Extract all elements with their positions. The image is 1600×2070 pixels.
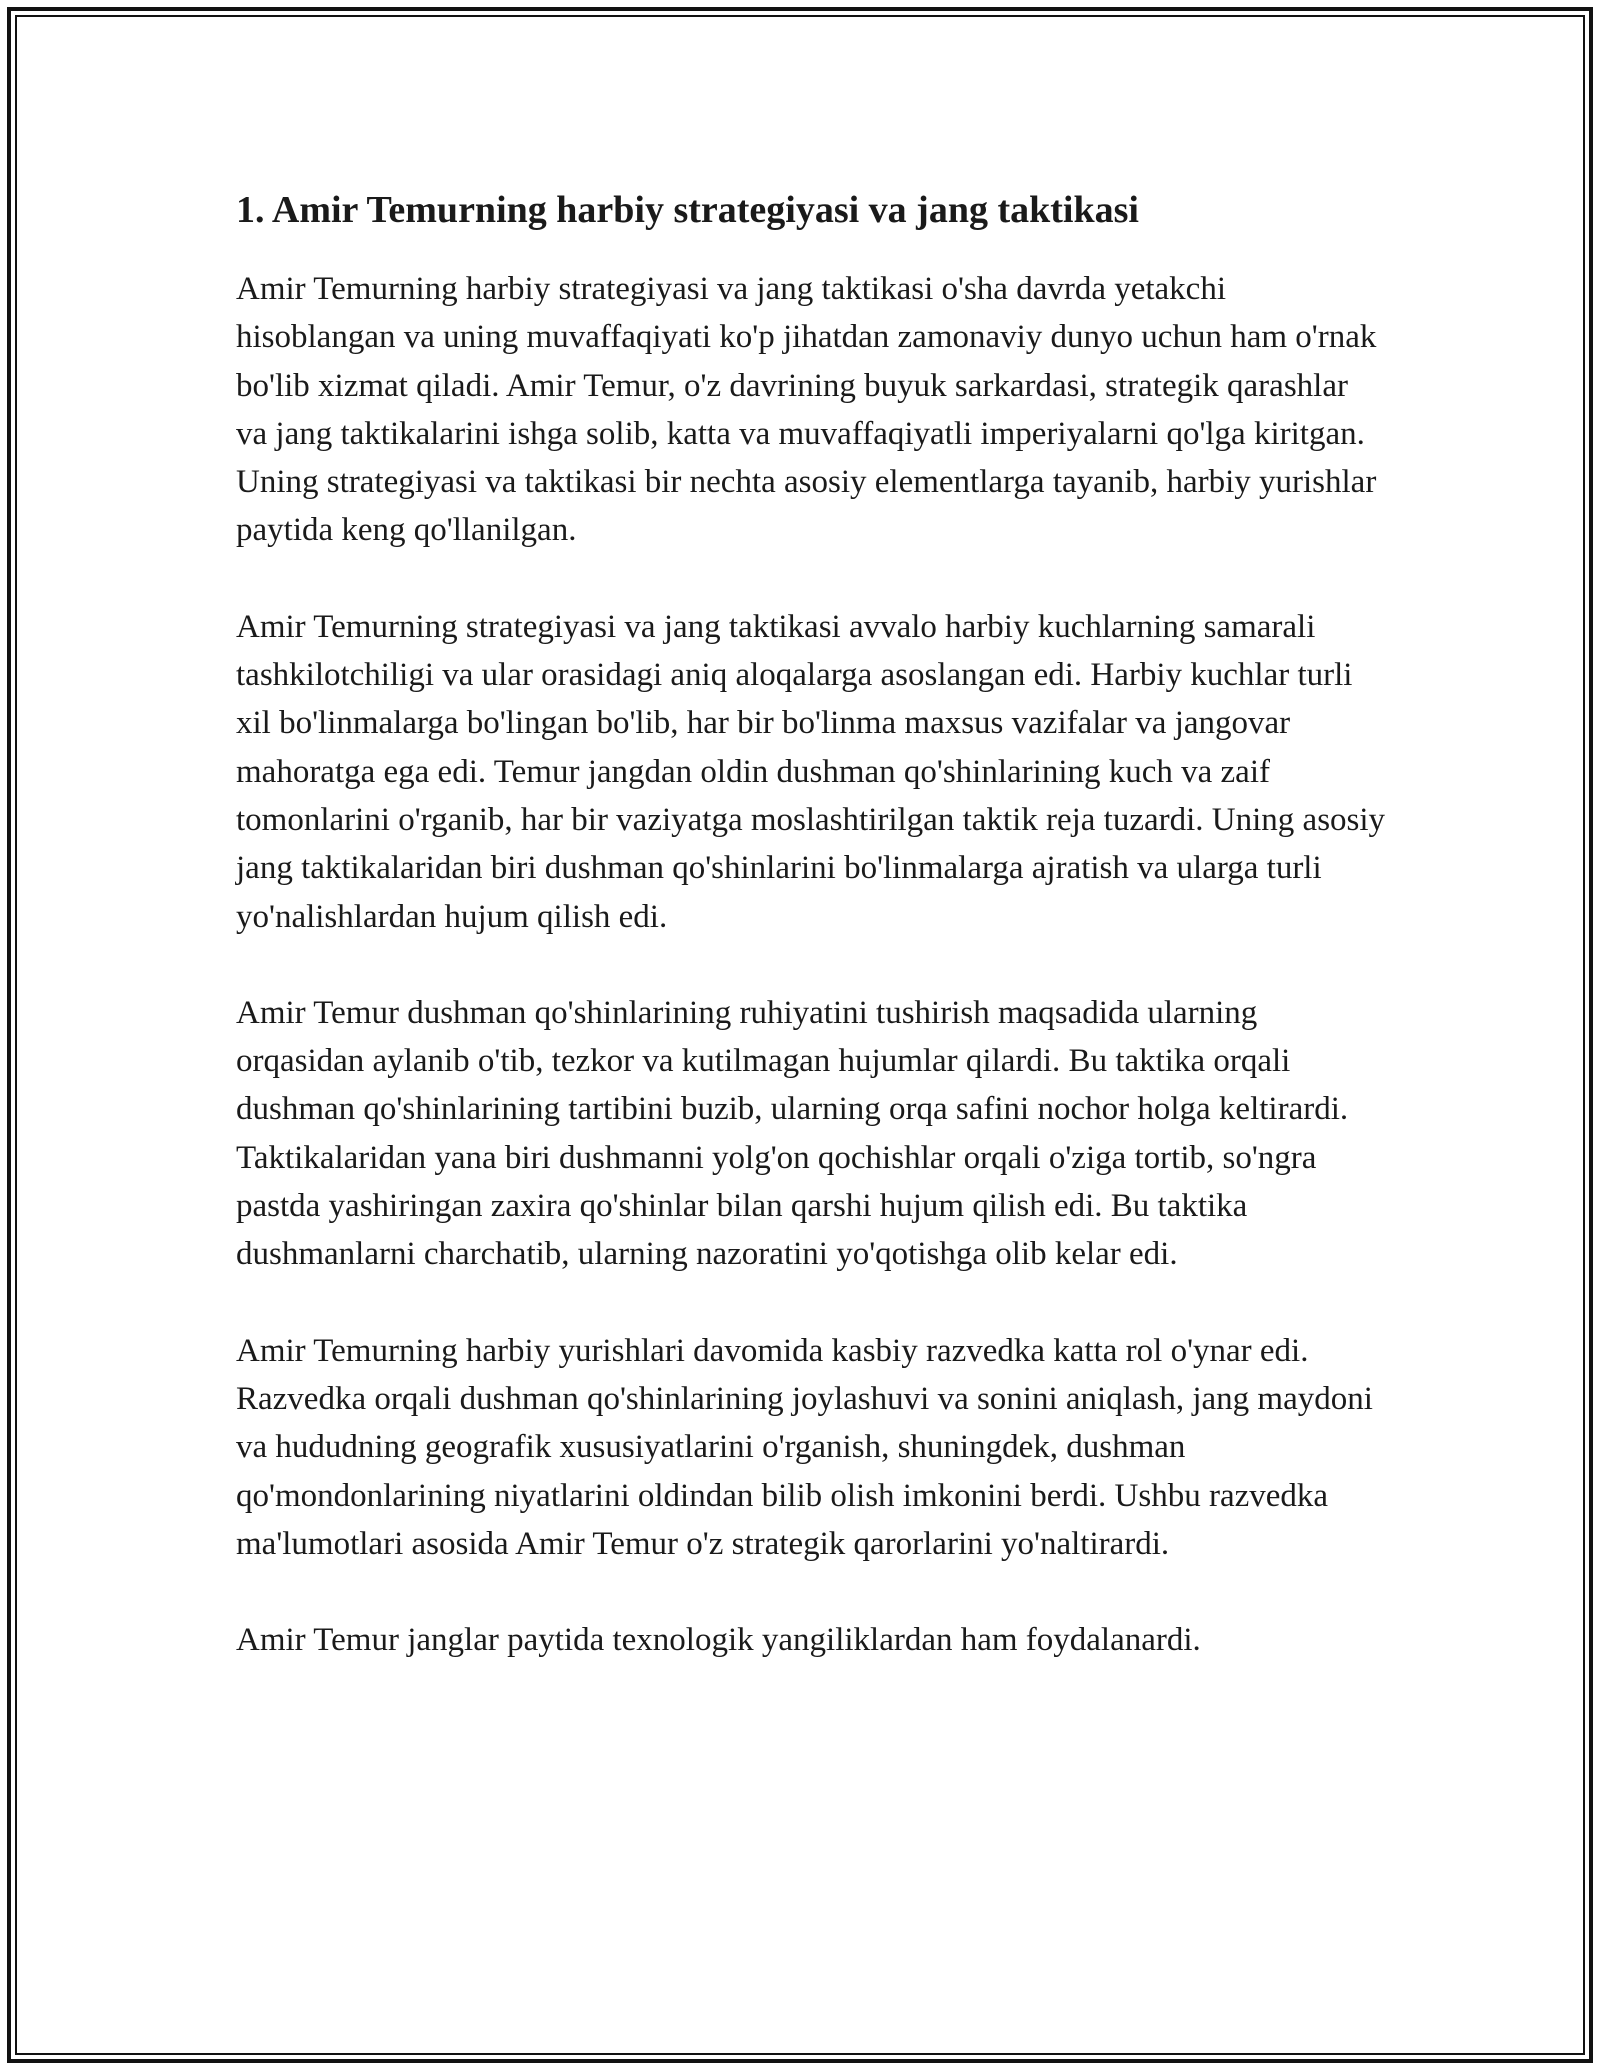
section-heading: 1. Amir Temurning harbiy strategiyasi va jang taktikasi [236, 189, 1139, 231]
paragraph-4: Amir Temurning harbiy yurishlari davomida kasbiy razvedka katta rol o'ynar edi. Razvedka orqali dushman qo'shinlarining joylashuvi va sonini aniqlash, jang maydoni va hududning geografik xususiyatlarini o'rganish, shuningdek, dushman qo'mondonlarining niyatlarini oldindan bilib olish imkonini berdi. Ushbu razvedka ma'lumotlari asosida Amir Temur o'z strategik qarorlarini yo'naltirardi. [236, 1332, 1373, 1562]
paragraph-5: Amir Temur janglar paytida texnologik yangiliklardan ham foydalanardi. [236, 1622, 1201, 1659]
paragraph-1: Amir Temurning harbiy strategiyasi va jang taktikasi o'sha davrda yetakchi hisoblangan va uning muvaffaqiyati ko'p jihatdan zamonaviy dunyo uchun ham o'rnak bo'lib xizmat qiladi. Amir Temur, o'z davrining buyuk sarkardasi, strategik qarashlar va jang taktikalarini ishga solib, katta va muvaffaqiyatli imperiyalarni qo'lga kiritgan. Uning strategiyasi va taktikasi bir nechta asosiy elementlarga tayanib, harbiy yurishlar paytida keng qo'llanilgan. [236, 271, 1377, 549]
paragraph-3: Amir Temur dushman qo'shinlarining ruhiyatini tushirish maqsadida ularning orqasidan aylanib o'tib, tezkor va kutilmagan hujumlar qilardi. Bu taktika orqali dushman qo'shinlarining tartibini buzib, ularning orqa safini nochor holga keltirardi. Taktikalaridan yana biri dushmanni yolg'on qochishlar orqali o'ziga tortib, so'ngra pastda yashiringan zaxira qo'shinlar bilan qarshi hujum qilish edi. Bu taktika dushmanlarni charchatib, ularning nazoratini yo'qotishga olib kelar edi. [236, 994, 1349, 1273]
paragraph-2: Amir Temurning strategiyasi va jang taktikasi avvalo harbiy kuchlarning samarali tashkilotchiligi va ular orasidagi aniq aloqalarga asoslangan edi. Harbiy kuchlar turli xil bo'linmalarga bo'lingan bo'lib, har bir bo'linma maxsus vazifalar va jangovar mahoratga ega edi. Temur jangdan oldin dushman qo'shinlarining kuch va zaif tomonlarini o'rganib, har bir vaziyatga moslashtirilgan taktik reja tuzardi. Uning asosiy jang taktikalaridan biri dushman qo'shinlarini bo'linmalarga ajratish va ularga turli yo'nalishlardan hujum qilish edi. [236, 608, 1386, 935]
document-body [236, 183, 1386, 1712]
